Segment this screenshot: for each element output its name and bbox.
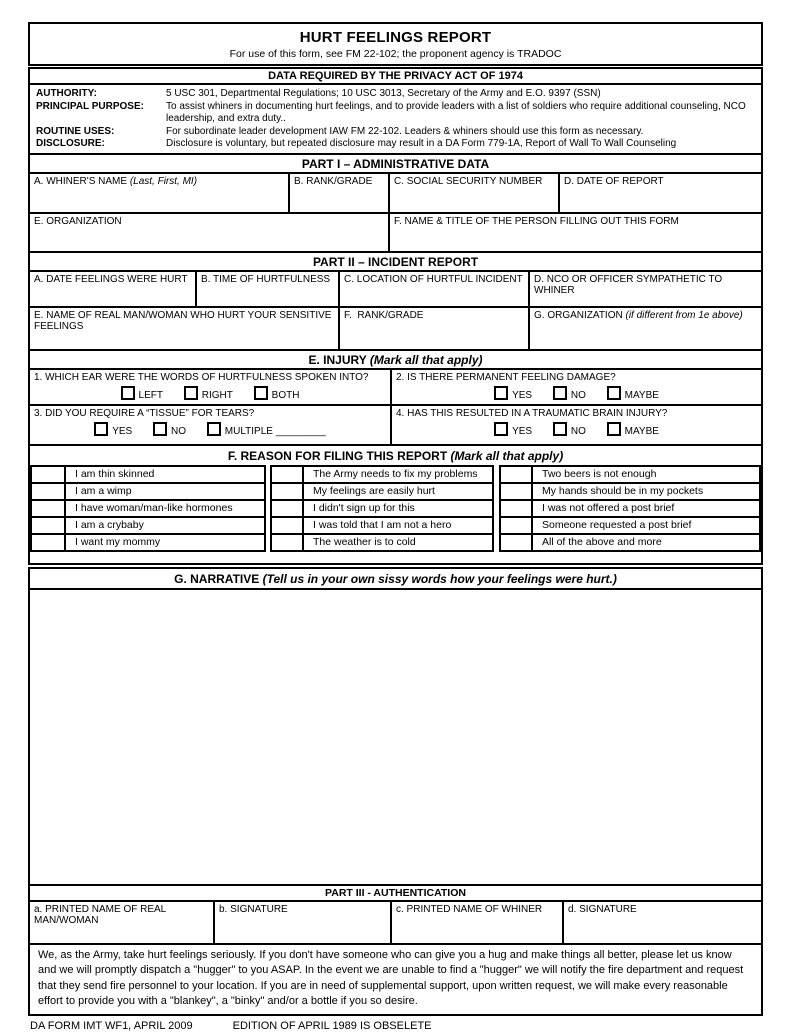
reason-header-title: F. REASON FOR FILING THIS REPORT xyxy=(227,448,451,463)
part3-section xyxy=(28,884,763,945)
injury-question-3 xyxy=(30,406,392,444)
field-label: A. DATE FEELINGS WERE HURT xyxy=(34,273,188,285)
field-ssn[interactable] xyxy=(390,174,560,212)
injury-header-hint: (Mark all that apply) xyxy=(369,352,483,367)
reason-bottom-strip xyxy=(30,552,761,563)
privacy-row-label: PRINCIPAL PURPOSE: xyxy=(36,100,144,112)
question-options xyxy=(396,386,757,401)
checkbox-icon[interactable] xyxy=(553,386,567,400)
reason-item: I have woman/man-like hormones xyxy=(64,499,266,518)
privacy-row xyxy=(36,138,755,151)
notice-section xyxy=(28,943,763,1016)
field-label: G. ORGANIZATION xyxy=(534,309,626,321)
checkbox-icon[interactable] xyxy=(494,386,508,400)
checkbox-icon[interactable] xyxy=(607,422,621,436)
field-printed-name-real-man-woman[interactable] xyxy=(30,902,215,943)
privacy-row-label: DISCLOSURE: xyxy=(36,138,105,150)
option-no xyxy=(553,426,586,437)
field-label: E. NAME OF REAL MAN/WOMAN WHO HURT YOUR SENSITIVE FEELINGS xyxy=(34,309,335,332)
reason-item: I am a wimp xyxy=(64,482,266,501)
form-title: HURT FEELINGS REPORT xyxy=(299,29,492,46)
injury-row1 xyxy=(30,370,761,404)
option-label: MULTIPLE xyxy=(224,425,273,437)
field-signature-whiner[interactable] xyxy=(564,902,761,943)
reason-checkbox[interactable] xyxy=(270,533,304,552)
reason-item: Someone requested a post brief xyxy=(531,516,761,535)
option-no xyxy=(153,426,186,437)
option-label: YES xyxy=(112,425,133,437)
injury-question-4 xyxy=(392,406,761,444)
edition-note: EDITION OF APRIL 1989 IS OBSELETE xyxy=(232,1019,432,1032)
field-rank-grade[interactable] xyxy=(290,174,390,212)
injury-section xyxy=(28,349,763,446)
option-yes xyxy=(494,390,532,401)
injury-header-title: E. INJURY xyxy=(308,352,370,367)
privacy-row xyxy=(36,88,755,101)
option-no xyxy=(553,390,586,401)
privacy-row-value: Disclosure is voluntary, but repeated disclosure may result in a DA Form 779-1A, Report of Wall To Wall Counseling xyxy=(166,138,677,150)
reason-item: My feelings are easily hurt xyxy=(302,482,494,501)
field-person-filling-form[interactable] xyxy=(390,214,761,251)
injury-row2 xyxy=(30,404,761,444)
field-whiners-name[interactable] xyxy=(30,174,290,212)
narrative-header-title: G. NARRATIVE xyxy=(174,571,263,586)
part3-header: PART III - AUTHENTICATION xyxy=(30,886,761,902)
narrative-input-area[interactable] xyxy=(30,590,761,884)
reason-item: My hands should be in my pockets xyxy=(531,482,761,501)
field-label: B. TIME OF HURTFULNESS xyxy=(201,273,331,285)
field-location-of-incident[interactable] xyxy=(340,272,530,306)
part1-row2 xyxy=(30,212,761,251)
option-yes xyxy=(494,426,532,437)
field-offender-rank-grade[interactable] xyxy=(340,308,530,349)
field-label: B. RANK/GRADE xyxy=(294,175,373,187)
part1-row1 xyxy=(30,174,761,212)
part1-section xyxy=(28,153,763,253)
question-label: 3. DID YOU REQUIRE A “TISSUE” FOR TEARS? xyxy=(34,407,255,419)
privacy-row xyxy=(36,101,755,126)
field-label: D. NCO OR OFFICER SYMPATHETIC TO WHINER xyxy=(534,273,725,296)
reason-checkbox[interactable] xyxy=(499,533,533,552)
form-number: DA FORM IMT WF1, APRIL 2009 xyxy=(30,1019,193,1032)
question-label: 4. HAS THIS RESULTED IN A TRAUMATIC BRAIN INJURY? xyxy=(396,407,668,419)
checkbox-icon[interactable] xyxy=(607,386,621,400)
checkbox-icon[interactable] xyxy=(94,422,108,436)
injury-question-1 xyxy=(30,370,392,404)
privacy-row-value: For subordinate leader development IAW FM 22-102. Leaders & whiners should use this form as necessary. xyxy=(166,125,644,137)
narrative-header xyxy=(30,569,761,590)
option-label: NO xyxy=(171,425,186,437)
reason-item: I was told that I am not a hero xyxy=(302,516,494,535)
part1-header: PART I – ADMINISTRATIVE DATA xyxy=(30,155,761,174)
checkbox-icon[interactable] xyxy=(184,386,198,400)
field-label: d. SIGNATURE xyxy=(568,903,637,915)
privacy-row xyxy=(36,126,755,139)
field-label-hint: (if different from 1e above) xyxy=(625,309,743,321)
option-multiple xyxy=(207,426,326,437)
option-label: YES xyxy=(512,389,533,401)
checkbox-icon[interactable] xyxy=(153,422,167,436)
field-label: F. RANK/GRADE xyxy=(344,309,424,321)
checkbox-icon[interactable] xyxy=(254,386,268,400)
privacy-row-value: To assist whiners in documenting hurt feelings, and to provide leaders with a list of soldiers who require additional counseling, NCO leadership, and extra duty.. xyxy=(166,100,746,125)
form-subtitle: For use of this form, see FM 22-102; the proponent agency is TRADOC xyxy=(229,48,562,60)
checkbox-icon[interactable] xyxy=(207,422,221,436)
option-right xyxy=(184,390,233,401)
reason-item: The Army needs to fix my problems xyxy=(302,465,494,484)
option-label: MAYBE xyxy=(624,389,659,401)
reason-section xyxy=(28,444,763,565)
injury-header xyxy=(30,351,761,370)
part2-row2 xyxy=(30,306,761,349)
question-options xyxy=(34,386,386,401)
question-options xyxy=(34,422,386,437)
privacy-row-label: AUTHORITY: xyxy=(36,88,97,99)
option-label: BOTH xyxy=(271,389,300,401)
checkbox-icon[interactable] xyxy=(494,422,508,436)
field-label: c. PRINTED NAME OF WHINER xyxy=(396,903,543,915)
field-label: E. ORGANIZATION xyxy=(34,215,122,227)
privacy-row-label: ROUTINE USES: xyxy=(36,125,115,137)
option-label: MAYBE xyxy=(624,425,659,437)
part2-section xyxy=(28,251,763,351)
question-options xyxy=(396,422,757,437)
reason-item: All of the above and more xyxy=(531,533,761,552)
field-label: D. DATE OF REPORT xyxy=(564,175,664,187)
form-footer xyxy=(28,1020,763,1032)
field-date-feelings-hurt[interactable] xyxy=(30,272,197,306)
fill-in-blank[interactable]: _________ xyxy=(275,425,326,437)
reason-item: I was not offered a post brief xyxy=(531,499,761,518)
reason-header-hint: (Mark all that apply) xyxy=(450,448,564,463)
narrative-header-hint: (Tell us in your own sissy words how your feelings were hurt.) xyxy=(262,571,617,586)
question-label: 1. WHICH EAR WERE THE WORDS OF HURTFULNESS SPOKEN INTO? xyxy=(34,371,369,383)
reason-item: The weather is to cold xyxy=(302,533,494,552)
reason-item: Two beers is not enough xyxy=(531,465,761,484)
form-body xyxy=(28,22,763,1032)
part2-header: PART II – INCIDENT REPORT xyxy=(30,253,761,272)
field-label: b. SIGNATURE xyxy=(219,903,288,915)
privacy-act-details xyxy=(28,83,763,155)
reason-row xyxy=(30,533,761,552)
reason-item: I want my mommy xyxy=(64,533,266,552)
reason-item: I am thin skinned xyxy=(64,465,266,484)
question-label: 2. IS THERE PERMANENT FEELING DAMAGE? xyxy=(396,371,616,383)
option-maybe xyxy=(607,390,659,401)
option-label: NO xyxy=(570,425,586,437)
part2-row1 xyxy=(30,272,761,306)
option-both xyxy=(254,390,300,401)
reason-item: I am a crybaby xyxy=(64,516,266,535)
field-name-who-hurt-feelings[interactable] xyxy=(30,308,340,349)
option-yes xyxy=(94,426,132,437)
field-printed-name-whiner[interactable] xyxy=(392,902,564,943)
narrative-section xyxy=(28,567,763,886)
privacy-row-value: 5 USC 301, Departmental Regulations; 10 USC 3013, Secretary of the Army and E.O. 9397 (SSN) xyxy=(166,88,601,99)
option-label: LEFT xyxy=(138,389,163,401)
field-date-of-report[interactable] xyxy=(560,174,761,212)
injury-question-2 xyxy=(392,370,761,404)
reason-checkbox[interactable] xyxy=(30,533,66,552)
checkbox-icon[interactable] xyxy=(121,386,135,400)
field-label: a. PRINTED NAME OF REAL MAN/WOMAN xyxy=(34,903,169,926)
field-sympathetic-nco[interactable] xyxy=(530,272,761,306)
option-label: RIGHT xyxy=(201,389,233,401)
reason-item: I didn't sign up for this xyxy=(302,499,494,518)
option-label: YES xyxy=(512,425,533,437)
checkbox-icon[interactable] xyxy=(553,422,567,436)
option-maybe xyxy=(607,426,659,437)
form-header xyxy=(28,22,763,66)
option-label: NO xyxy=(570,389,586,401)
field-label: C. LOCATION OF HURTFUL INCIDENT xyxy=(344,273,523,285)
reason-header xyxy=(30,446,761,465)
notice-text: We, as the Army, take hurt feelings seriously. If you don't have someone who can give you a hug and make things all better, please let us know and we will promptly dispatch a "hugger" to you ASAP. In the event we are unable to find a "hugger" we will notify the fire department and request that they send fire personnel to your location. If you are in need of supplemental support, upon written request, we will make every reasonable effort to provide you with a "blankey", a "binky" and/or a bottle if you so desire. xyxy=(38,948,744,1008)
field-offender-organization[interactable] xyxy=(530,308,761,349)
privacy-act-header: DATA REQUIRED BY THE PRIVACY ACT OF 1974 xyxy=(268,70,523,82)
part3-row xyxy=(30,902,761,943)
field-signature-real-man-woman[interactable] xyxy=(215,902,392,943)
field-label: A. WHINER'S NAME xyxy=(34,175,130,187)
field-label: F. NAME & TITLE OF THE PERSON FILLING OUT THIS FORM xyxy=(394,215,679,227)
field-time-of-hurtfulness[interactable] xyxy=(197,272,340,306)
field-label: C. SOCIAL SECURITY NUMBER xyxy=(394,175,543,187)
field-organization[interactable] xyxy=(30,214,390,251)
field-label-hint: (Last, First, MI) xyxy=(129,175,198,187)
option-left xyxy=(121,390,163,401)
